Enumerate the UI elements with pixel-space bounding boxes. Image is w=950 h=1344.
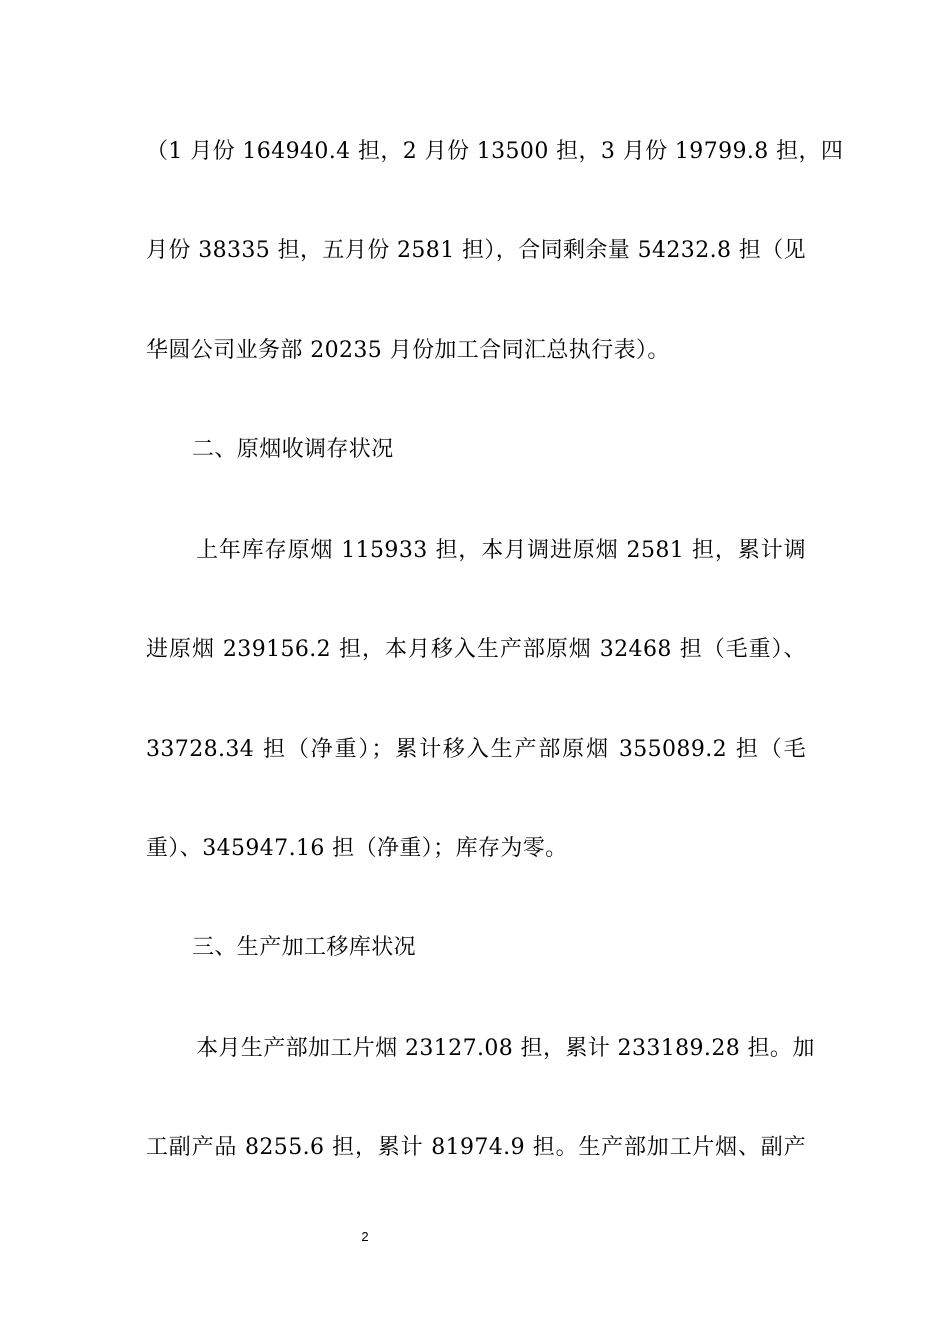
section-3-line-1: 本月生产部加工片烟 23127.08 担，累计 233189.28 担。加: [196, 1036, 815, 1061]
section-2-line-3: 33728.34 担（净重）；累计移入生产部原烟 355089.2 担（毛: [146, 737, 806, 762]
paragraph-1-line-1: （1 月份 164940.4 担，2 月份 13500 担，3 月份 19799.8 担，四: [146, 139, 844, 164]
paragraph-1-line-2: 月份 38335 担，五月份 2581 担），合同剩余量 54232.8 担（见: [146, 238, 806, 263]
page-number: 2: [361, 1229, 369, 1244]
section-2-line-2: 进原烟 239156.2 担，本月移入生产部原烟 32468 担（毛重）、: [146, 637, 806, 662]
section-3-heading: 三、生产加工移库状况: [192, 935, 417, 960]
section-2-heading: 二、原烟收调存状况: [192, 437, 394, 462]
section-2-line-4: 重）、345947.16 担（净重）；库存为零。: [146, 836, 568, 861]
section-3-line-2: 工副产品 8255.6 担，累计 81974.9 担。生产部加工片烟、副产: [146, 1135, 806, 1160]
paragraph-1-line-3: 华圆公司业务部 20235 月份加工合同汇总执行表）。: [146, 338, 670, 363]
section-2-line-1: 上年库存原烟 115933 担，本月调进原烟 2581 担，累计调: [196, 538, 806, 563]
